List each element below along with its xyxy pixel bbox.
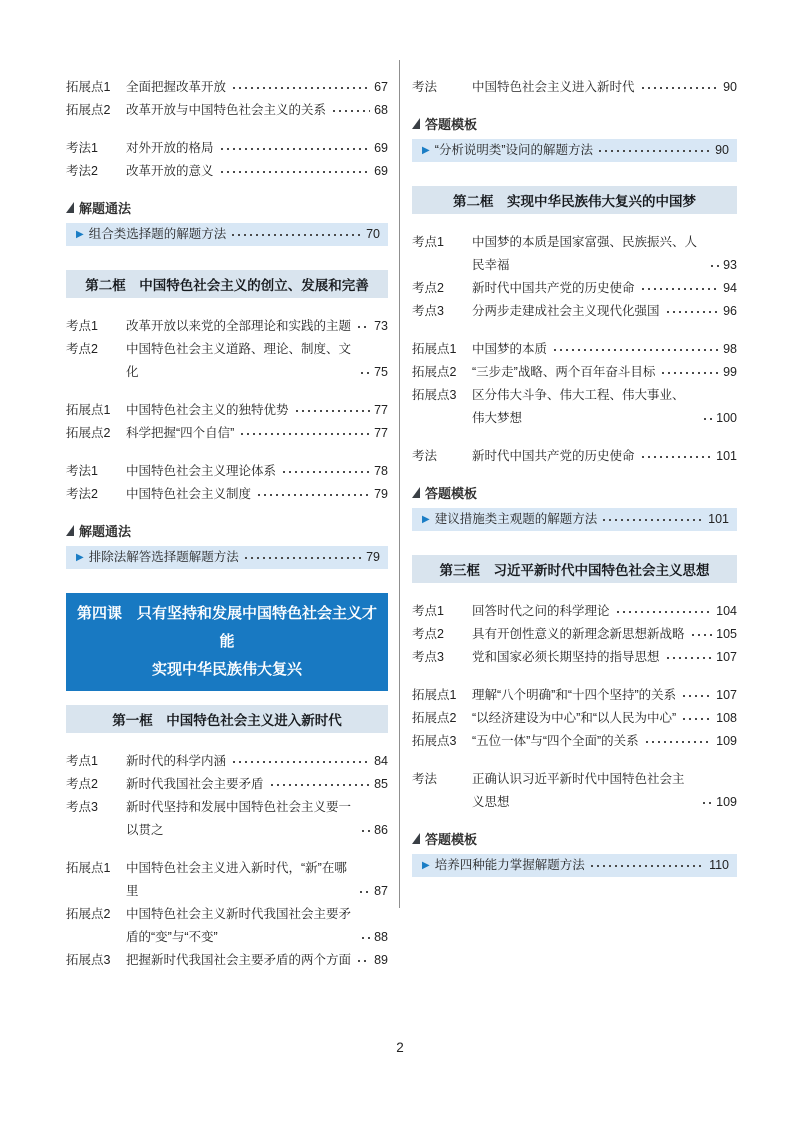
entry-body [472, 231, 737, 277]
entry-page-number: 108 [716, 711, 737, 725]
dot-leader [665, 656, 713, 660]
entry-title: 科学把握“四个自信” [126, 426, 235, 440]
entry-label: 拓展点3 [66, 953, 111, 967]
entry-title: 全面把握改革开放 [126, 80, 227, 94]
toc-entry-group [66, 750, 388, 842]
dot-leader [709, 264, 720, 268]
entry-title: 新时代坚持和发展中国特色社会主义要一以贯之 [126, 800, 352, 837]
entry-body [472, 76, 737, 99]
toc-entry [412, 600, 737, 623]
toc-entry [66, 903, 388, 949]
course-heading-line: 第四课 只有坚持和发展中国特色社会主义才能 [76, 605, 377, 650]
dot-leader [660, 371, 719, 375]
entry-label: 考点2 [66, 342, 98, 356]
entry-body [126, 76, 388, 99]
entry-body [472, 361, 737, 384]
toc-entry [412, 231, 737, 277]
toc-entry [412, 277, 737, 300]
toc-left-column [66, 76, 388, 987]
entry-body [126, 483, 388, 506]
dot-leader [230, 233, 361, 237]
entry-title: 新时代中国共产党的历史使命 [472, 449, 635, 463]
frame-heading: 第二框 实现中华民族伟大复兴的中国梦 [412, 186, 737, 214]
entry-body [126, 422, 388, 445]
method-block [412, 483, 737, 531]
play-triangle-icon: ▶ [76, 228, 84, 240]
toc-entry [66, 160, 388, 183]
method-header [66, 198, 388, 217]
entry-title: “五位一体”与“四个全面”的关系 [472, 734, 639, 748]
dot-leader [360, 936, 370, 940]
entry-title: 中国特色社会主义道路、理论、制度、文化 [126, 342, 352, 379]
frame-heading: 第二框 中国特色社会主义的创立、发展和完善 [66, 270, 388, 298]
dot-leader [358, 890, 370, 894]
play-triangle-icon: ▶ [76, 551, 84, 563]
entry-label: 考法2 [66, 164, 98, 178]
entry-page-number: 79 [374, 487, 388, 501]
entry-page-number: 105 [716, 627, 737, 641]
dot-leader [665, 310, 720, 314]
entry-title: 正确认识习近平新时代中国特色社会主义思想 [472, 772, 685, 809]
entry-body [472, 300, 737, 323]
toc-entry-group [412, 600, 737, 669]
course-heading [66, 593, 388, 691]
play-triangle-icon: ▶ [422, 144, 430, 156]
toc-entry [66, 99, 388, 122]
entry-page-number: 94 [723, 281, 737, 295]
page-number-footer: 2 [396, 1040, 404, 1055]
entry-body [126, 773, 388, 796]
entry-title: 改革开放以来党的全部理论和实践的主题 [126, 319, 352, 333]
toc-entry-group [412, 445, 737, 468]
entry-title: 新时代我国社会主要矛盾 [126, 777, 264, 791]
toc-entry [412, 623, 737, 646]
toc-entry [66, 422, 388, 445]
entry-label: 拓展点1 [66, 80, 111, 94]
entry-body [126, 796, 388, 842]
method-header [66, 521, 388, 540]
entry-page-number: 100 [716, 411, 737, 425]
toc-entry [66, 857, 388, 903]
entry-page-number: 89 [374, 953, 388, 967]
method-item-title: 组合类选择题的解题方法 [88, 227, 227, 241]
method-page-number: 110 [709, 858, 729, 872]
toc-entry [412, 338, 737, 361]
entry-title: 中国特色社会主义制度 [126, 487, 252, 501]
entry-title: 中国特色社会主义理论体系 [126, 464, 277, 478]
entry-page-number: 87 [374, 884, 388, 898]
method-block [412, 829, 737, 877]
dot-leader [359, 371, 371, 375]
dot-leader [219, 147, 371, 151]
entry-page-number: 107 [716, 688, 737, 702]
entry-body [126, 315, 388, 338]
entry-page-number: 85 [374, 777, 388, 791]
method-item-title: 培养四种能力掌握解题方法 [434, 858, 585, 872]
entry-page-number: 68 [374, 103, 388, 117]
entry-page-number: 109 [716, 795, 737, 809]
entry-page-number: 77 [374, 403, 388, 417]
entry-body [472, 277, 737, 300]
entry-label: 考点3 [412, 304, 444, 318]
entry-body [126, 750, 388, 773]
entry-page-number: 73 [374, 319, 388, 333]
column-divider-line [399, 60, 400, 908]
entry-page-number: 88 [374, 930, 388, 944]
method-block [412, 114, 737, 162]
entry-page-number: 67 [374, 80, 388, 94]
entry-label: 考法 [412, 449, 438, 463]
entry-title: 新时代中国共产党的历史使命 [472, 281, 635, 295]
entry-label: 考法2 [66, 487, 98, 501]
corner-triangle-icon [66, 202, 74, 213]
method-bar [66, 223, 388, 246]
method-page-number: 90 [715, 143, 729, 157]
corner-triangle-icon [412, 833, 420, 844]
toc-right-column [412, 76, 737, 901]
method-header-label: 解题通法 [79, 524, 132, 539]
toc-entry [412, 361, 737, 384]
entry-title: 区分伟大斗争、伟大工程、伟大事业、伟大梦想 [472, 388, 685, 425]
entry-body [472, 730, 737, 753]
entry-page-number: 78 [374, 464, 388, 478]
entry-label: 考点2 [412, 281, 444, 295]
entry-label: 考点1 [412, 604, 444, 618]
entry-label: 拓展点3 [412, 388, 457, 402]
entry-title: 分两步走建成社会主义现代化强国 [472, 304, 660, 318]
entry-title: 新时代的科学内涵 [126, 754, 227, 768]
dot-leader [640, 455, 713, 459]
entry-label: 考点1 [66, 319, 98, 333]
corner-triangle-icon [66, 525, 74, 536]
entry-body [126, 137, 388, 160]
entry-page-number: 104 [716, 604, 737, 618]
toc-entry-group [412, 231, 737, 323]
toc-entry [412, 300, 737, 323]
entry-label: 拓展点1 [66, 403, 111, 417]
dot-leader [331, 109, 370, 113]
dot-leader [589, 864, 704, 868]
toc-entry [66, 460, 388, 483]
entry-body [126, 903, 388, 949]
entry-label: 拓展点1 [412, 688, 457, 702]
entry-title: 回答时代之问的科学理论 [472, 604, 610, 618]
toc-entry-group [412, 768, 737, 814]
toc-entry-group [66, 857, 388, 972]
entry-body [126, 338, 388, 384]
entry-title: “以经济建设为中心”和“以人民为中心” [472, 711, 677, 725]
toc-entry [412, 707, 737, 730]
entry-page-number: 93 [723, 258, 737, 272]
dot-leader [239, 432, 370, 436]
entry-title: 中国特色社会主义的独特优势 [126, 403, 289, 417]
entry-body [126, 949, 388, 972]
toc-entry-group [412, 338, 737, 430]
entry-label: 考点1 [412, 235, 444, 249]
entry-label: 拓展点3 [412, 734, 457, 748]
entry-body [472, 445, 737, 468]
entry-label: 考点1 [66, 754, 98, 768]
entry-title: 中国特色社会主义新时代我国社会主要矛盾的“变”与“不变” [126, 907, 352, 944]
dot-leader [640, 86, 720, 90]
entry-title: 对外开放的格局 [126, 141, 214, 155]
frame-heading: 第一框 中国特色社会主义进入新时代 [66, 705, 388, 733]
entry-page-number: 75 [374, 365, 388, 379]
entry-title: 改革开放与中国特色社会主义的关系 [126, 103, 327, 117]
entry-title: 理解“八个明确”和“十四个坚持”的关系 [472, 688, 677, 702]
entry-page-number: 96 [723, 304, 737, 318]
dot-leader [294, 409, 371, 413]
dot-leader [690, 633, 713, 637]
entry-label: 考点3 [412, 650, 444, 664]
dot-leader [644, 740, 712, 744]
play-triangle-icon: ▶ [422, 859, 430, 871]
frame-heading: 第三框 习近平新时代中国特色社会主义思想 [412, 555, 737, 583]
toc-entry [412, 730, 737, 753]
method-header [412, 114, 737, 133]
entry-label: 考法1 [66, 141, 98, 155]
method-item-title: “分析说明类”设问的解题方法 [434, 143, 594, 157]
dot-leader [597, 149, 710, 153]
entry-page-number: 98 [723, 342, 737, 356]
entry-page-number: 69 [374, 141, 388, 155]
entry-title: 中国特色社会主义进入新时代，“新”在哪里 [126, 861, 347, 898]
dot-leader [281, 470, 370, 474]
entry-body [126, 460, 388, 483]
dot-leader [701, 801, 712, 805]
method-header-label: 解题通法 [79, 201, 132, 216]
entry-label: 拓展点2 [412, 365, 457, 379]
entry-body [472, 646, 737, 669]
entry-page-number: 69 [374, 164, 388, 178]
toc-entry-group [66, 76, 388, 122]
toc-entry [66, 796, 388, 842]
toc-entry [66, 76, 388, 99]
entry-body [126, 160, 388, 183]
dot-leader [356, 959, 370, 963]
entry-body [472, 623, 737, 646]
dot-leader [219, 170, 371, 174]
dot-leader [615, 610, 713, 614]
toc-entry-group [412, 684, 737, 753]
method-header-label: 答题模板 [425, 117, 478, 132]
entry-body [126, 99, 388, 122]
method-bar [412, 854, 737, 877]
entry-label: 考点2 [66, 777, 98, 791]
entry-title: 中国特色社会主义进入新时代 [472, 80, 635, 94]
dot-leader [702, 417, 712, 421]
entry-body [126, 399, 388, 422]
toc-entry [412, 684, 737, 707]
entry-page-number: 99 [723, 365, 737, 379]
entry-page-number: 77 [374, 426, 388, 440]
method-item-title: 建议措施类主观题的解题方法 [434, 512, 598, 526]
entry-body [472, 338, 737, 361]
toc-entry [66, 399, 388, 422]
dot-leader [243, 556, 361, 560]
entry-label: 考点3 [66, 800, 98, 814]
entry-title: 党和国家必须长期坚持的指导思想 [472, 650, 660, 664]
dot-leader [640, 287, 720, 291]
entry-body [472, 768, 737, 814]
corner-triangle-icon [412, 487, 420, 498]
dot-leader [231, 760, 370, 764]
toc-entry [66, 315, 388, 338]
method-bar [66, 546, 388, 569]
dot-leader [269, 783, 371, 787]
toc-entry [66, 773, 388, 796]
toc-entry-group [66, 137, 388, 183]
method-page-number: 70 [366, 227, 380, 241]
method-bar [412, 139, 737, 162]
entry-label: 考法1 [66, 464, 98, 478]
toc-entry [412, 768, 737, 814]
entry-label: 拓展点1 [412, 342, 457, 356]
method-block [66, 521, 388, 569]
entry-title: 中国梦的本质 [472, 342, 548, 356]
play-triangle-icon: ▶ [422, 513, 430, 525]
dot-leader [552, 348, 719, 352]
entry-title: 中国梦的本质是国家富强、民族振兴、人民幸福 [472, 235, 698, 272]
method-header-label: 答题模板 [425, 832, 478, 847]
dot-leader [681, 694, 712, 698]
method-header [412, 829, 737, 848]
entry-title: “三步走”战略、两个百年奋斗目标 [472, 365, 656, 379]
toc-entry [66, 483, 388, 506]
dot-leader [601, 518, 703, 522]
method-header [412, 483, 737, 502]
entry-label: 拓展点2 [66, 103, 111, 117]
toc-entry [412, 76, 737, 99]
entry-page-number: 86 [374, 823, 388, 837]
method-block [66, 198, 388, 246]
entry-body [472, 684, 737, 707]
entry-body [126, 857, 388, 903]
toc-entry-group [66, 315, 388, 384]
entry-page-number: 109 [716, 734, 737, 748]
entry-label: 拓展点2 [66, 426, 111, 440]
toc-entry [412, 445, 737, 468]
entry-title: 改革开放的意义 [126, 164, 214, 178]
toc-entry [412, 646, 737, 669]
entry-page-number: 101 [716, 449, 737, 463]
toc-entry [66, 137, 388, 160]
dot-leader [231, 86, 370, 90]
entry-page-number: 90 [723, 80, 737, 94]
toc-entry [412, 384, 737, 430]
toc-entry [66, 949, 388, 972]
toc-entry [66, 338, 388, 384]
dot-leader [360, 829, 370, 833]
entry-body [472, 707, 737, 730]
dot-leader [681, 717, 712, 721]
entry-label: 拓展点2 [412, 711, 457, 725]
entry-body [472, 384, 737, 430]
toc-entry-group [66, 460, 388, 506]
entry-label: 考法 [412, 80, 438, 94]
method-bar [412, 508, 737, 531]
entry-page-number: 107 [716, 650, 737, 664]
toc-entry-group [412, 76, 737, 99]
entry-label: 考点2 [412, 627, 444, 641]
method-page-number: 101 [708, 512, 729, 526]
entry-title: 把握新时代我国社会主要矛盾的两个方面 [126, 953, 352, 967]
course-heading-line: 实现中华民族伟大复兴 [151, 661, 302, 678]
toc-entry-group [66, 399, 388, 445]
method-header-label: 答题模板 [425, 486, 478, 501]
entry-body [472, 600, 737, 623]
entry-page-number: 84 [374, 754, 388, 768]
dot-leader [256, 493, 370, 497]
dot-leader [356, 325, 370, 329]
corner-triangle-icon [412, 118, 420, 129]
entry-title: 具有开创性意义的新理念新思想新战略 [472, 627, 685, 641]
entry-label: 拓展点2 [66, 907, 111, 921]
entry-label: 考法 [412, 772, 438, 786]
toc-entry [66, 750, 388, 773]
method-item-title: 排除法解答选择题解题方法 [88, 550, 239, 564]
method-page-number: 79 [366, 550, 380, 564]
entry-label: 拓展点1 [66, 861, 111, 875]
